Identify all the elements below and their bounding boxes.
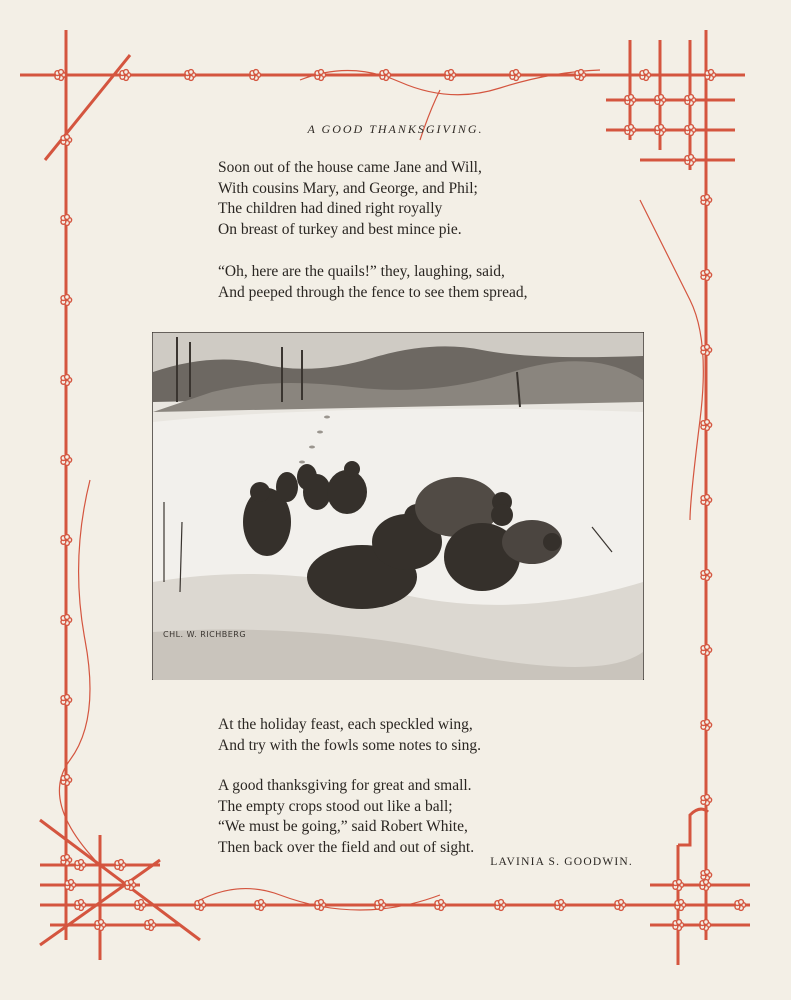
blossom-petal <box>65 455 70 460</box>
blossom-petal <box>704 920 709 925</box>
quail-in-snow-illustration <box>152 332 644 680</box>
poem-line: “We must be going,” said Robert White, <box>218 818 468 835</box>
blossom-petal <box>739 900 744 905</box>
blossom-petal <box>259 900 264 905</box>
blossom-petal <box>319 900 324 905</box>
blossom-petal <box>189 70 194 75</box>
blossom-petal <box>709 70 714 75</box>
blossom-petal <box>65 695 70 700</box>
blossom-petal <box>704 880 709 885</box>
poem-line: On breast of turkey and best mince pie. <box>218 220 462 238</box>
poem-title: A GOOD THANKSGIVING. <box>307 122 484 136</box>
blossom-petal <box>254 70 259 75</box>
blossom-petal <box>65 775 70 780</box>
blossom-petal <box>644 70 649 75</box>
blossom-petal <box>705 570 710 575</box>
stanza-4 <box>218 776 474 858</box>
blossom-petal <box>65 215 70 220</box>
blossom-petal <box>705 420 710 425</box>
poem-line: Then back over the field and out of sight. <box>218 838 475 856</box>
blossom-petal <box>129 880 134 885</box>
poem-line: With cousins Mary, and George, and Phil; <box>218 179 478 197</box>
blossom-petal <box>705 645 710 650</box>
blossom-petal <box>79 900 84 905</box>
blossom-petal <box>705 495 710 500</box>
blossom-petal <box>124 70 129 75</box>
blossom-petal <box>59 70 64 75</box>
stanza-2 <box>218 262 527 303</box>
blossom-petal <box>559 900 564 905</box>
blossom-petal <box>69 880 74 885</box>
blossom-petal <box>65 615 70 620</box>
blossom-petal <box>705 870 710 875</box>
blossom-petal <box>65 535 70 540</box>
blossom-petal <box>619 900 624 905</box>
poem-line: The children had dined right royally <box>218 200 443 217</box>
poem-line: “Oh, here are the quails!” they, laughing, said, <box>218 263 505 280</box>
poem-line: The empty crops stood out like a ball; <box>218 797 453 815</box>
stanza-1 <box>218 158 482 240</box>
blossom-petal <box>705 270 710 275</box>
blossom-petal <box>705 720 710 725</box>
blossom-petal <box>689 155 694 160</box>
blossom-petal <box>65 295 70 300</box>
stanza-3 <box>218 715 481 756</box>
blossom-petal <box>65 855 70 860</box>
blossom-petal <box>579 70 584 75</box>
blossom-petal <box>679 900 684 905</box>
poem-line: And try with the fowls some notes to sing. <box>218 736 482 754</box>
blossom-petal <box>384 70 389 75</box>
blossom-petal <box>677 920 682 925</box>
blossom-petal <box>79 860 84 865</box>
blossom-petal <box>705 345 710 350</box>
illustrator-signature: CHL. W. RICHBERG <box>163 630 247 639</box>
blossom-petal <box>99 920 104 925</box>
blossom-petal <box>689 95 694 100</box>
blossom-petal <box>449 70 454 75</box>
poem-author: LAVINIA S. GOODWIN. <box>490 856 633 868</box>
blossom-petal <box>149 920 154 925</box>
blossom-petal <box>514 70 519 75</box>
blossom-petal <box>705 795 710 800</box>
blossom-petal <box>677 880 682 885</box>
blossom-petal <box>139 900 144 905</box>
poem-line: A good thanksgiving for great and small. <box>218 777 472 794</box>
blossom-petal <box>319 70 324 75</box>
blossom-petal <box>659 95 664 100</box>
blossom-petal <box>65 375 70 380</box>
blossom-petal <box>119 860 124 865</box>
blossom-petal <box>379 900 384 905</box>
poem-line: At the holiday feast, each speckled wing, <box>218 716 473 733</box>
poem-line: Soon out of the house came Jane and Will, <box>218 159 482 176</box>
poem-line: And peeped through the fence to see them spread, <box>218 283 528 301</box>
blossom-petal <box>629 95 634 100</box>
blossom-petal <box>439 900 444 905</box>
blossom-petal <box>705 195 710 200</box>
blossom-petal <box>199 900 204 905</box>
blossom-petal <box>499 900 504 905</box>
